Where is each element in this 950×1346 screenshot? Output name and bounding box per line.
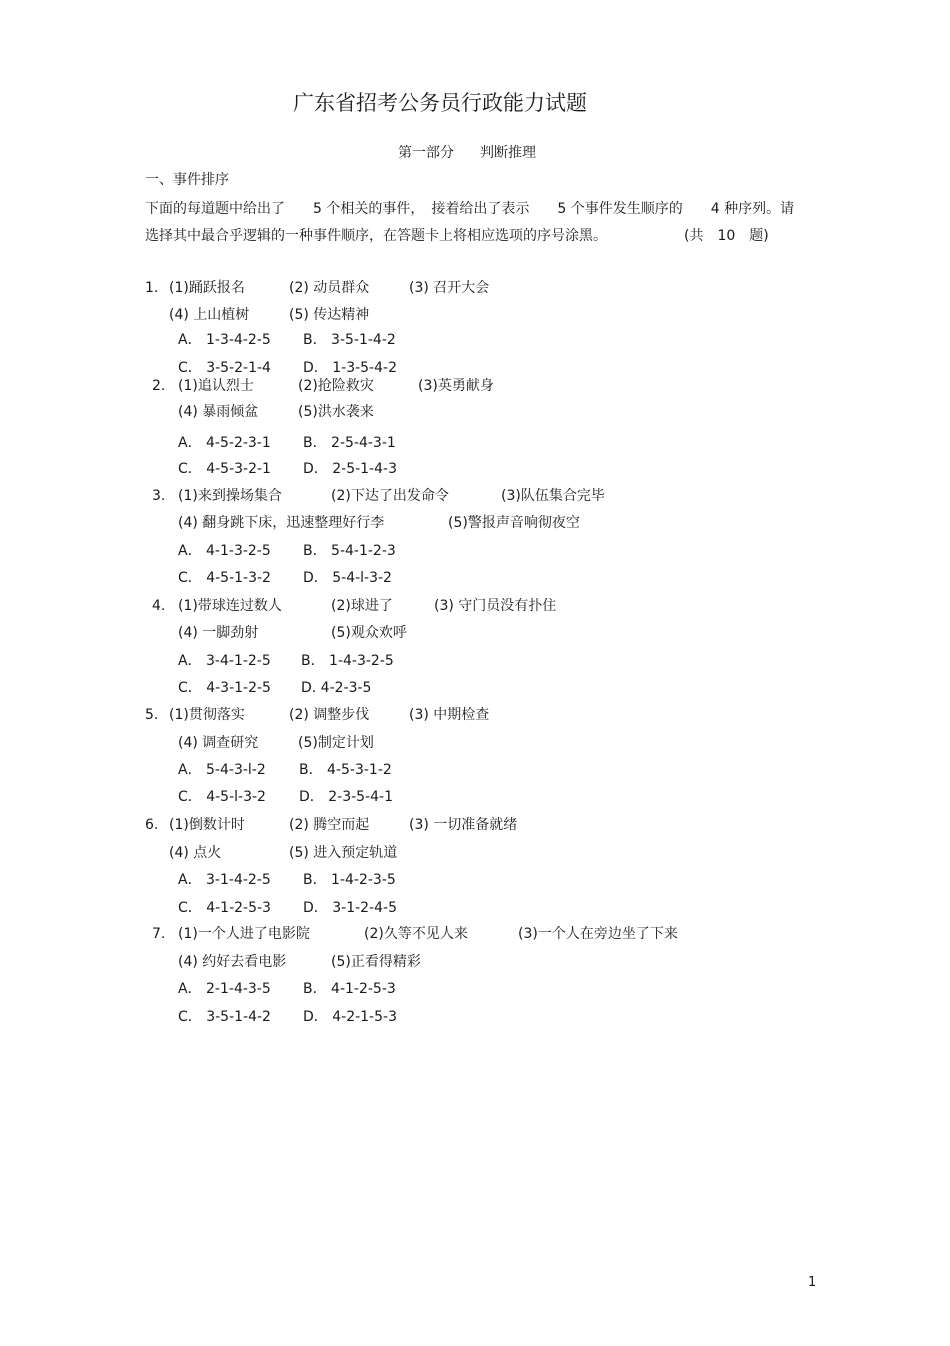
option-d: D. 4-2-3-5 <box>301 680 372 696</box>
event-4: (4) 暴雨倾盆 <box>178 404 259 420</box>
option-a: A． 3-1-4-2-5 <box>178 872 271 888</box>
event-4: (4) 一脚劲射 <box>178 625 259 641</box>
event-4: (4) 调查研究 <box>178 735 259 751</box>
event-2: (2)下达了出发命令 <box>331 488 449 504</box>
event-1: (1)带球连过数人 <box>178 598 282 614</box>
event-5: (5) 传达精神 <box>289 307 370 323</box>
option-b: B． 4-5-3-1-2 <box>299 762 392 778</box>
event-2: (2) 腾空而起 <box>289 817 370 833</box>
option-d: D． 2-3-5-4-1 <box>299 789 393 805</box>
option-c: C． 3-5-2-1-4 <box>178 360 271 376</box>
event-2: (2)球进了 <box>331 598 393 614</box>
question-number: 3. <box>152 488 166 504</box>
option-a: A． 3-4-1-2-5 <box>178 653 271 669</box>
question-number: 1. <box>145 280 159 296</box>
option-c: C． 4-5-l-3-2 <box>178 789 266 805</box>
option-c: C． 4-5-1-3-2 <box>178 570 271 586</box>
option-b: B． 5-4-1-2-3 <box>303 543 396 559</box>
event-1: (1)贯彻落实 <box>169 707 245 723</box>
section-heading: 一、事件排序 <box>145 172 229 188</box>
option-c: C． 4-3-1-2-5 <box>178 680 271 696</box>
option-b: B． 1-4-2-3-5 <box>303 872 396 888</box>
event-1: (1)倒数计时 <box>169 817 245 833</box>
option-c: C． 4-1-2-5-3 <box>178 900 271 916</box>
option-d: D． 1-3-5-4-2 <box>303 360 397 376</box>
option-a: A． 4-1-3-2-5 <box>178 543 271 559</box>
event-2: (2)抢险救灾 <box>298 378 374 394</box>
option-b: B． 1-4-3-2-5 <box>301 653 394 669</box>
event-3: (3) 守门员没有扑住 <box>434 598 557 614</box>
option-c: C． 4-5-3-2-1 <box>178 461 271 477</box>
event-2: (2)久等不见人来 <box>364 926 468 942</box>
event-1: (1)一个人进了电影院 <box>178 926 310 942</box>
event-1: (1)追认烈士 <box>178 378 254 394</box>
option-a: A． 1-3-4-2-5 <box>178 332 271 348</box>
event-3: (3)队伍集合完毕 <box>501 488 605 504</box>
option-d: D． 5-4-l-3-2 <box>303 570 392 586</box>
option-d: D． 2-5-1-4-3 <box>303 461 397 477</box>
question-number: 7. <box>152 926 166 942</box>
part-label: 第一部分 <box>398 145 454 161</box>
option-b: B． 3-5-1-4-2 <box>303 332 396 348</box>
option-a: A． 2-1-4-3-5 <box>178 981 271 997</box>
event-4: (4) 约好去看电影 <box>178 954 287 970</box>
event-5: (5)制定计划 <box>298 735 374 751</box>
event-3: (3)英勇献身 <box>418 378 494 394</box>
instructions-line-1: 下面的每道题中给出了 5 个相关的事件， 接着给出了表示 5 个事件发生顺序的 4 种序列。请 <box>145 201 795 217</box>
instructions <box>145 196 817 250</box>
event-5: (5)警报声音响彻夜空 <box>448 515 580 531</box>
question-number: 6. <box>145 817 159 833</box>
option-a: A． 4-5-2-3-1 <box>178 435 271 451</box>
question-number: 5. <box>145 707 159 723</box>
option-d: D． 3-1-2-4-5 <box>303 900 397 916</box>
question-number: 4. <box>152 598 166 614</box>
event-4: (4) 点火 <box>169 845 222 861</box>
option-d: D． 4-2-1-5-3 <box>303 1009 397 1025</box>
event-3: (3) 中期检查 <box>409 707 490 723</box>
event-2: (2) 调整步伐 <box>289 707 370 723</box>
event-1: (1)来到操场集合 <box>178 488 282 504</box>
event-5: (5)洪水袭来 <box>298 404 374 420</box>
event-2: (2) 动员群众 <box>289 280 370 296</box>
page-number: 1 <box>808 1275 817 1290</box>
page-title: 广东省招考公务员行政能力试题 <box>293 91 587 115</box>
event-4: (4) 上山植树 <box>169 307 250 323</box>
part-topic: 判断推理 <box>480 145 536 161</box>
option-b: B． 2-5-4-3-1 <box>303 435 396 451</box>
option-c: C． 3-5-1-4-2 <box>178 1009 271 1025</box>
option-a: A． 5-4-3-l-2 <box>178 762 266 778</box>
event-3: (3)一个人在旁边坐了下来 <box>518 926 678 942</box>
event-3: (3) 召开大会 <box>409 280 490 296</box>
event-3: (3) 一切准备就绪 <box>409 817 518 833</box>
event-5: (5) 进入预定轨道 <box>289 845 398 861</box>
event-5: (5)正看得精彩 <box>331 954 421 970</box>
part-heading <box>398 146 536 160</box>
event-5: (5)观众欢呼 <box>331 625 407 641</box>
question-number: 2. <box>152 378 166 394</box>
option-b: B． 4-1-2-5-3 <box>303 981 396 997</box>
event-1: (1)踊跃报名 <box>169 280 245 296</box>
instructions-line-2: 选择其中最合乎逻辑的一种事件顺序，在答题卡上将相应选项的序号涂黑。 (共 10 题) <box>145 228 769 244</box>
event-4: (4) 翻身跳下床，迅速整理好行李 <box>178 515 385 531</box>
